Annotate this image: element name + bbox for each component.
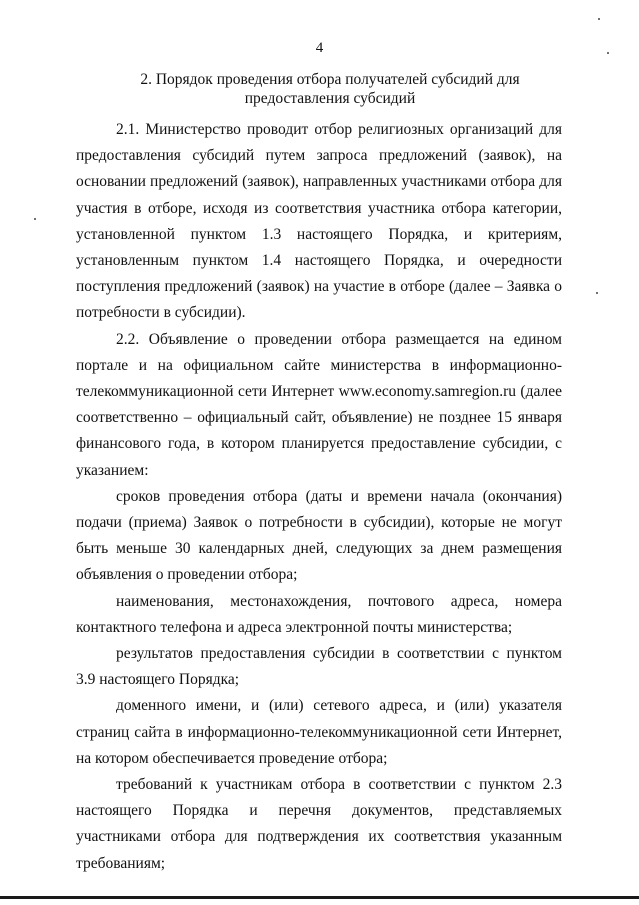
paragraph-2-1: 2.1. Министерство проводит отбор религиозных организаций для предоставления субсидий путем запроса предложений (заявок), на основании предложений (заявок), направленных участниками отбора для участия в отборе, исходя из соответствия участника отбора категории, установленной пунктом 1.3 настоящего Порядка, и критериям, установленным пунктом 1.4 настоящего Порядка, и очередности поступления предложений (заявок) на участие в отборе (далее – Заявка о потребности в субсидии). — [76, 121, 562, 322]
scan-speck — [34, 218, 36, 220]
scan-speck — [598, 18, 600, 20]
scan-speck — [596, 292, 598, 294]
list-item-requirements: требований к участникам отбора в соответствии с пунктом 2.3 настоящего Порядка и перечня документов, представляемых участниками отбора для подтверждения их соответствия указанным требованиям; — [76, 776, 562, 872]
paragraph-2-2: 2.2. Объявление о проведении отбора размещается на едином портале и на официальном сайте министерства в информационно-телекоммуникационной сети Интернет www.economy.samregion.ru (далее соответственно – официальный сайт, объявление) не позднее 15 января финансового года, в котором планируется предоставление субсидии, с указанием: — [76, 330, 562, 479]
document-body — [76, 117, 562, 877]
scan-speck — [607, 52, 609, 54]
list-item-domain: доменного имени, и (или) сетевого адреса, и (или) указателя страниц сайта в информационно-телекоммуникационной сети Интернет, на котором обеспечивается проведение отбора; — [76, 697, 562, 767]
list-item-deadlines: сроков проведения отбора (даты и времени начала (окончания) подачи (приема) Заявок о потребности в субсидии), которые не могут быть меньше 30 календарных дней, следующих за днем размещения объявления о проведении отбора; — [76, 487, 562, 584]
section-title: 2. Порядок проведения отбора получателей субсидий для предоставления субсидий — [140, 71, 520, 107]
bottom-border-line — [0, 896, 639, 899]
list-item-ministry-contacts: наименования, местонахождения, почтового адреса, номера контактного телефона и адреса электронной почты министерства; — [76, 592, 562, 636]
list-item-results: результатов предоставления субсидии в соответствии с пунктом 3.9 настоящего Порядка; — [76, 645, 562, 689]
page-number: 4 — [315, 40, 324, 56]
